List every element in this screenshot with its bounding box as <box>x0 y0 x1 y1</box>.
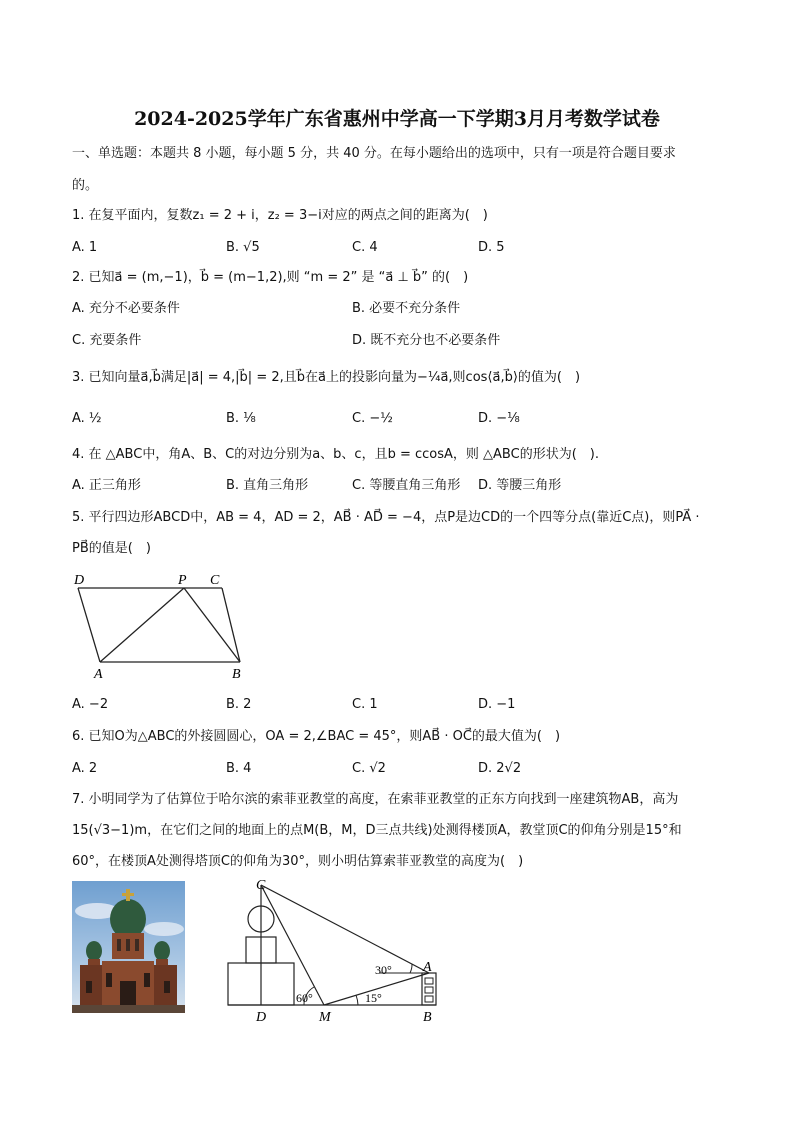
parallelogram-figure <box>70 570 260 682</box>
question-3-option-d: D. −⅛ <box>478 411 520 426</box>
question-4-stem: 4. 在 △ABC中，角A、B、C的对边分别为a、b、c，且b = ccosA，则 △ABC的形状为( ). <box>72 447 599 462</box>
label-c: C <box>210 573 220 588</box>
elevation-figure <box>220 875 450 1025</box>
question-5-stem: 5. 平行四边形ABCD中，AB = 4，AD = 2，AB⃗ · AD⃗ = −4，点P是边CD的一个四等分点(靠近C点)，则PA⃗ · <box>72 510 700 525</box>
side-ad <box>78 588 100 662</box>
label-d: D <box>256 1010 267 1025</box>
question-7-stem-cont2: 60°，在楼顶A处测得塔顶C的仰角为30°，则小明估算索菲亚教堂的高度为( ) <box>72 854 524 869</box>
page-title: 2024-2025学年广东省惠州中学高一下学期3月月考数学试卷 <box>134 108 660 130</box>
question-5-option-b: B. 2 <box>226 697 252 712</box>
question-2-option-d: D. 既不充分也不必要条件 <box>352 333 501 348</box>
question-5-stem-cont: PB⃗的值是( ) <box>72 541 151 556</box>
question-5-option-d: D. −1 <box>478 697 516 712</box>
label-a: A <box>423 960 432 975</box>
question-3-option-b: B. ⅛ <box>226 411 256 426</box>
question-6-option-a: A. 2 <box>72 761 98 776</box>
building-window <box>425 996 433 1002</box>
label-angle-60: 60° <box>296 991 313 1005</box>
question-6-option-b: B. 4 <box>226 761 252 776</box>
label-m: M <box>319 1010 331 1025</box>
angle-arc-30 <box>410 964 412 973</box>
question-6-option-c: C. √2 <box>352 761 386 776</box>
segment-pa <box>100 588 184 662</box>
question-2-stem: 2. 已知a⃗ = (m,−1)，b⃗ = (m−1,2),则 “m = 2” 是 “a⃗ ⊥ b⃗” 的( ) <box>72 270 469 285</box>
question-2-option-a: A. 充分不必要条件 <box>72 301 180 316</box>
label-p: P <box>178 573 187 588</box>
question-2-option-c: C. 充要条件 <box>72 333 142 348</box>
question-6-stem: 6. 已知O为△ABC的外接圆圆心，OA = 2,∠BAC = 45°，则AB⃗ · OC⃗的最大值为( ) <box>72 729 561 744</box>
section-heading-cont: 的。 <box>72 178 99 193</box>
question-2-option-b: B. 必要不充分条件 <box>352 301 461 316</box>
question-3-option-a: A. ½ <box>72 411 102 426</box>
question-4-option-c: C. 等腰直角三角形 <box>352 478 461 493</box>
question-4-option-a: A. 正三角形 <box>72 478 141 493</box>
question-3-option-c: C. −½ <box>352 411 393 426</box>
question-5-option-a: A. −2 <box>72 697 109 712</box>
question-3-stem: 3. 已知向量a⃗,b⃗满足|a⃗| = 4,|b⃗| = 2,且b⃗在a⃗上的投影向量为−¼a⃗,则cos⟨a⃗,b⃗⟩的值为( ) <box>72 370 581 385</box>
label-a: A <box>94 667 103 682</box>
section-heading: 一、单选题：本题共 8 小题，每小题 5 分，共 40 分。在每小题给出的选项中，只有一项是符合题目要求 <box>72 146 676 161</box>
label-angle-30: 30° <box>375 963 392 977</box>
building-window <box>425 987 433 993</box>
question-6-option-d: D. 2√2 <box>478 761 522 776</box>
question-7-stem: 7. 小明同学为了估算位于哈尔滨的索菲亚教堂的高度，在索菲亚教堂的正东方向找到一座建筑物AB，高为 <box>72 792 679 807</box>
angle-arc-15 <box>356 995 358 1005</box>
question-4-option-b: B. 直角三角形 <box>226 478 309 493</box>
building-window <box>425 978 433 984</box>
question-5-option-c: C. 1 <box>352 697 378 712</box>
segment-cm <box>261 885 324 1005</box>
question-1-option-d: D. 5 <box>478 240 505 255</box>
label-d: D <box>74 573 85 588</box>
label-b: B <box>423 1010 432 1025</box>
question-1-option-a: A. 1 <box>72 240 98 255</box>
question-1-option-c: C. 4 <box>352 240 378 255</box>
question-4-option-d: D. 等腰三角形 <box>478 478 562 493</box>
segment-ca <box>261 885 429 973</box>
label-c: C <box>256 878 266 893</box>
question-1-stem: 1. 在复平面内，复数z₁ = 2 + i，z₂ = 3−i对应的两点之间的距离为( ) <box>72 208 488 223</box>
question-7-stem-cont1: 15(√3−1)m，在它们之间的地面上的点M(B，M，D三点共线)处测得楼顶A，教堂顶C的仰角分别是15°和 <box>72 823 682 838</box>
question-1-option-b: B. √5 <box>226 240 260 255</box>
label-angle-15: 15° <box>365 991 382 1005</box>
cathedral-photo <box>72 881 185 1013</box>
label-b: B <box>232 667 241 682</box>
